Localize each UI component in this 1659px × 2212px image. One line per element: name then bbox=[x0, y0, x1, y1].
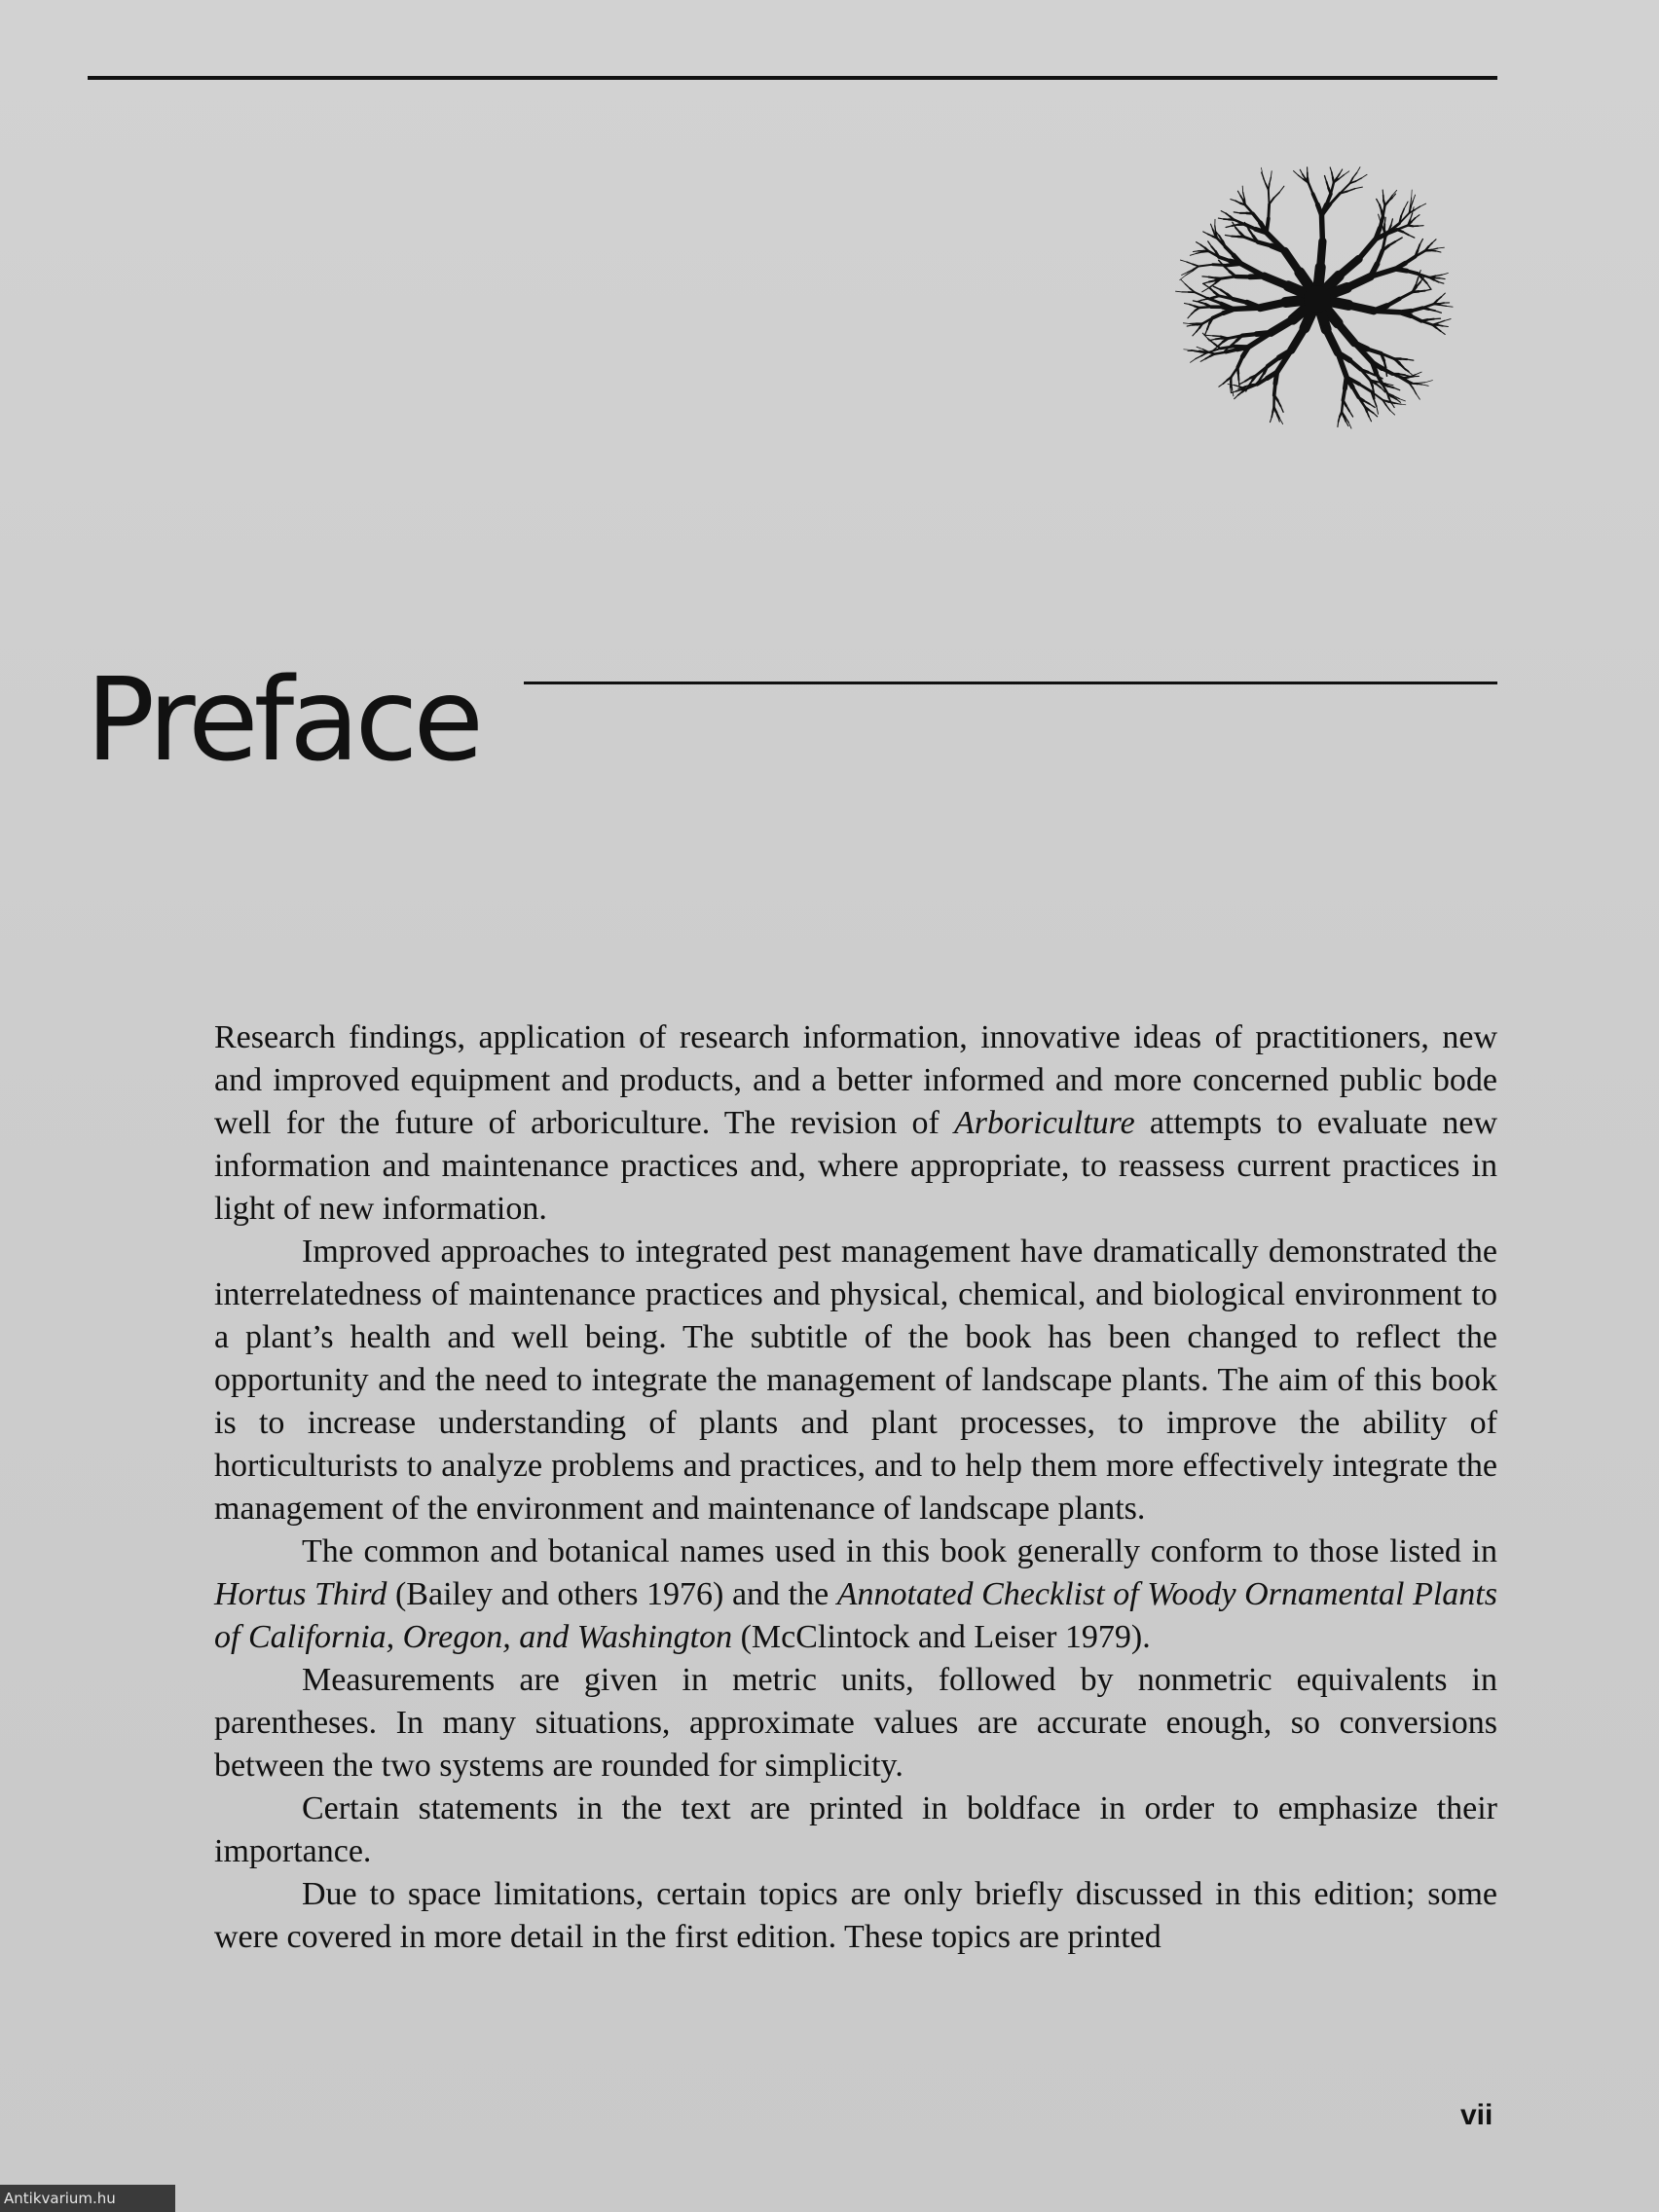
page-number: vii bbox=[1460, 2099, 1493, 2131]
page-title: Preface bbox=[86, 652, 479, 788]
italic-title: Annotated Checklist of Woody Ornamental Plants of California, Oregon, and Washington bbox=[214, 1576, 1497, 1655]
text-run: Measurements are given in metric units, followed by nonmetric equivalents in parentheses. In many situations, approximate values are accurate enough, so conversions between the two systems are rounded for simplicity. bbox=[214, 1662, 1497, 1784]
italic-title: Hortus Third bbox=[214, 1576, 387, 1612]
body-text bbox=[214, 1016, 1497, 1959]
body-paragraph bbox=[214, 1873, 1497, 1959]
text-run: Research findings, application of research information, innovative ideas of practitioners, new and improved equipment and products, and a better informed and more concerned public bode well for the future of arboriculture. The revision of bbox=[214, 1019, 1497, 1141]
text-run: (McClintock and Leiser 1979). bbox=[732, 1619, 1151, 1655]
body-paragraph bbox=[214, 1016, 1497, 1231]
text-run: (Bailey and others 1976) and the bbox=[387, 1576, 837, 1612]
watermark: Antikvarium.hu bbox=[0, 2185, 175, 2212]
title-rule bbox=[524, 682, 1497, 684]
tree-root-circle-icon bbox=[1137, 119, 1497, 479]
italic-title: Arboriculture bbox=[954, 1105, 1135, 1141]
body-paragraph bbox=[214, 1788, 1497, 1873]
text-run: The common and botanical names used in this book generally conform to those listed in bbox=[302, 1533, 1497, 1569]
top-rule bbox=[88, 76, 1497, 80]
body-paragraph bbox=[214, 1231, 1497, 1530]
body-paragraph bbox=[214, 1659, 1497, 1788]
text-run: attempts to evaluate new information and maintenance practices and, where appropriate, to reassess current practices in light of new information. bbox=[214, 1105, 1498, 1227]
text-run: Improved approaches to integrated pest management have dramatically demonstrated the interrelatedness of maintenance practices and physical, chemical, and biological environment to a plant’s health and well being. The subtitle of the book has been changed to reflect the opportunity and the need to integrate the management of landscape plants. The aim of this book is to increase understanding of plants and plant processes, to improve the ability of horticulturists to analyze problems and practices, and to help them more effectively integrate the management of the environment and maintenance of landscape plants. bbox=[214, 1234, 1497, 1527]
body-paragraph bbox=[214, 1530, 1497, 1659]
title-block bbox=[86, 584, 1499, 788]
text-run: Due to space limitations, certain topics are only briefly discussed in this edition; some were covered in more detail in the first edition. These topics are printed bbox=[214, 1876, 1497, 1955]
text-run: Certain statements in the text are printed in boldface in order to emphasize their importance. bbox=[214, 1790, 1497, 1869]
